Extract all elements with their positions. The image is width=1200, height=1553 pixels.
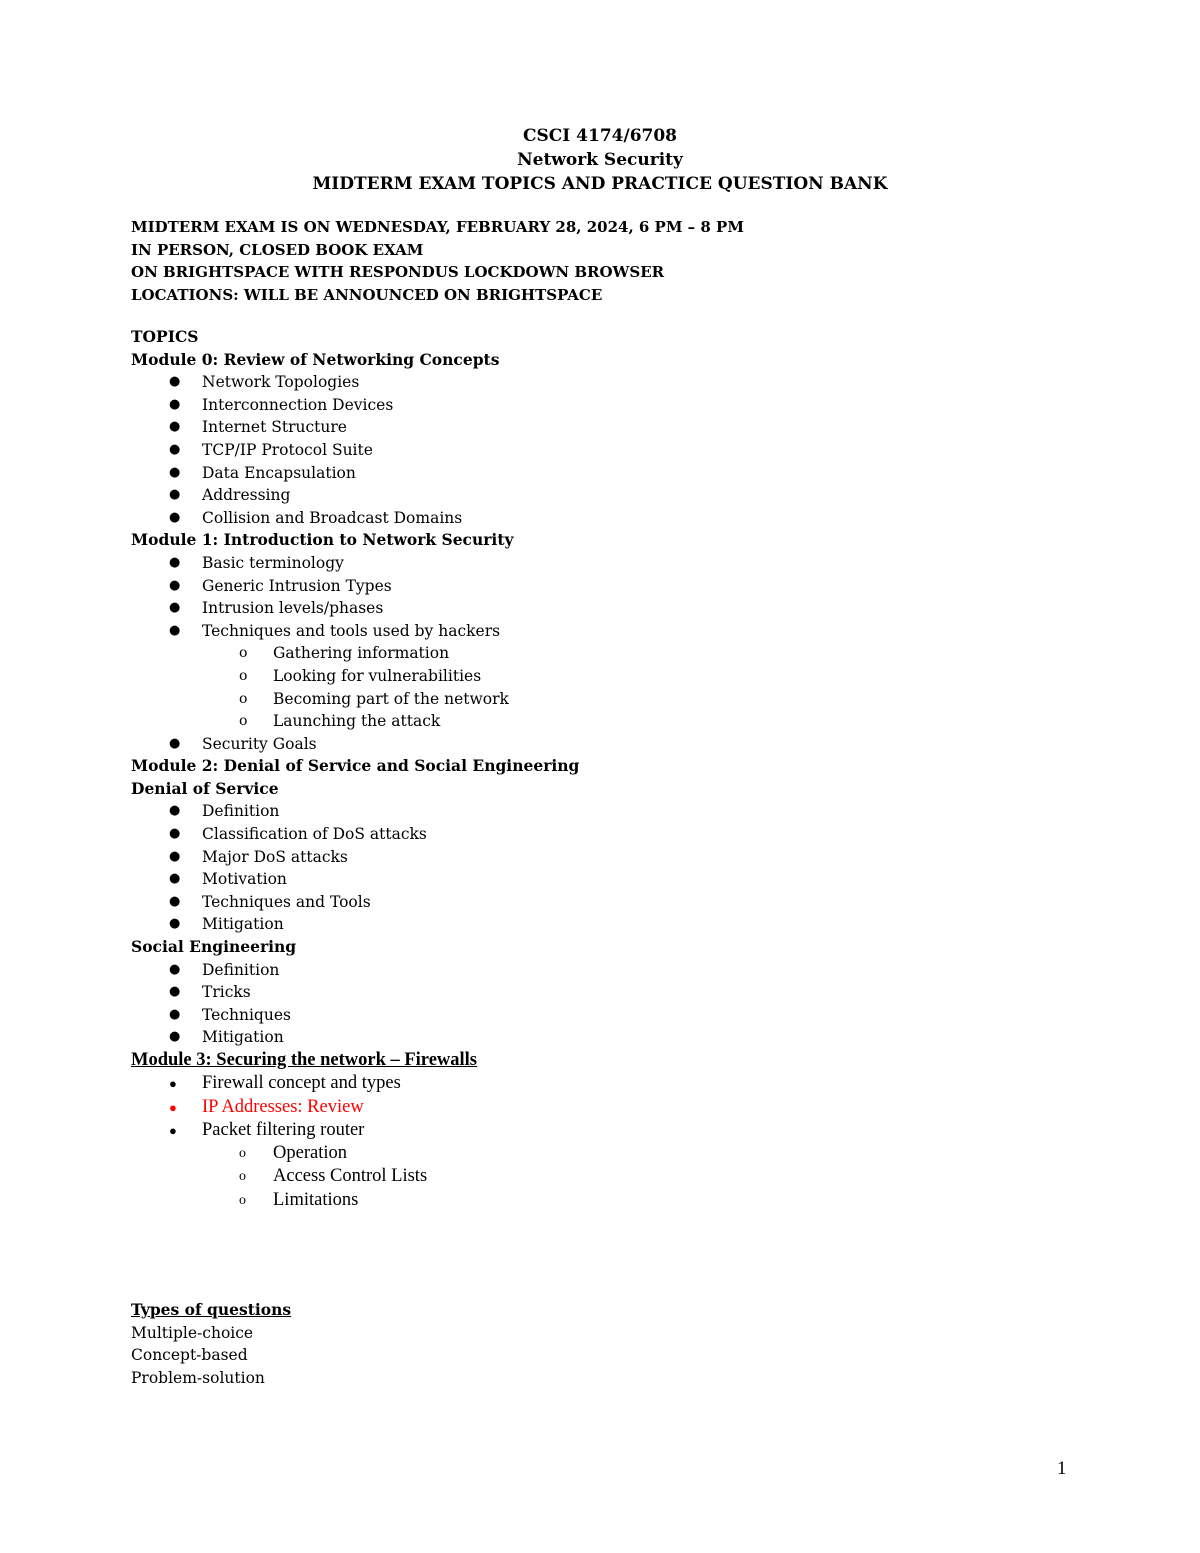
bullet-icon: ● xyxy=(169,554,181,570)
list-item: ● Tricks xyxy=(131,981,931,1004)
course-code: CSCI 4174/6708 xyxy=(522,126,678,146)
question-types-section xyxy=(131,1299,291,1389)
page-number: 1 xyxy=(1057,1458,1067,1479)
sub-bullet-icon: o xyxy=(239,1146,246,1162)
sub-bullet-icon: o xyxy=(239,1169,246,1185)
list-item: ● Collision and Broadcast Domains xyxy=(131,507,931,530)
sub-list-item: o Becoming part of the network xyxy=(131,688,931,711)
bullet-icon: ● xyxy=(169,1029,181,1045)
bullet-icon: ● xyxy=(169,396,181,412)
module-3-title: Module 3: Securing the network – Firewalls xyxy=(131,1050,477,1070)
bullet-icon: ● xyxy=(169,374,181,390)
sub-bullet-icon: o xyxy=(239,667,248,684)
bullet-icon: ● xyxy=(169,464,181,480)
bullet-icon: ● xyxy=(169,893,181,909)
topics-heading: TOPICS xyxy=(131,327,199,346)
exam-location-line: LOCATIONS: WILL BE ANNOUNCED ON BRIGHTSPACE xyxy=(131,285,603,304)
list-item: ● TCP/IP Protocol Suite xyxy=(131,439,931,462)
list-item: ● Intrusion levels/phases xyxy=(131,597,931,620)
list-item: ● Addressing xyxy=(131,484,931,507)
list-item: ● Classification of DoS attacks xyxy=(131,823,931,846)
bullet-icon: ● xyxy=(169,848,181,864)
sub-bullet-icon: o xyxy=(239,645,248,662)
list-item: ● Generic Intrusion Types xyxy=(131,575,931,598)
list-item: ● Major DoS attacks xyxy=(131,846,931,869)
list-item: ● Packet filtering router xyxy=(131,1119,931,1142)
list-item: ● Internet Structure xyxy=(131,416,931,439)
bullet-icon: ● xyxy=(169,1099,177,1115)
list-item: ● Firewall concept and types xyxy=(131,1072,931,1095)
sub-list-item: o Limitations xyxy=(131,1189,931,1212)
list-item: ● Definition xyxy=(131,800,931,823)
sub-bullet-icon: o xyxy=(239,1192,246,1208)
bullet-icon: ● xyxy=(169,826,181,842)
sub-list-item: o Access Control Lists xyxy=(131,1165,931,1188)
list-item: ● Techniques and Tools xyxy=(131,891,931,914)
list-item: ● Basic terminology xyxy=(131,552,931,575)
sub-bullet-icon: o xyxy=(239,690,248,707)
sub-bullet-icon: o xyxy=(239,713,248,730)
question-types-heading: Types of questions xyxy=(131,1300,292,1319)
list-item: ● Techniques and tools used by hackers xyxy=(131,620,931,643)
bullet-icon: ● xyxy=(169,622,181,638)
sub-list-item: o Looking for vulnerabilities xyxy=(131,665,931,688)
list-item: ● Data Encapsulation xyxy=(131,462,931,485)
bullet-icon: ● xyxy=(169,1006,181,1022)
sub-list-item: o Launching the attack xyxy=(131,710,931,733)
dos-subheading: Denial of Service xyxy=(131,778,279,798)
topics-section xyxy=(131,326,931,1212)
course-name: Network Security xyxy=(517,150,683,170)
module-2-title: Module 2: Denial of Service and Social Engineering xyxy=(131,756,580,776)
social-engineering-subheading: Social Engineering xyxy=(131,937,297,957)
list-item: ● Mitigation xyxy=(131,913,931,936)
exam-platform-line: ON BRIGHTSPACE WITH RESPONDUS LOCKDOWN BROWSER xyxy=(131,263,665,281)
bullet-icon: ● xyxy=(169,1122,177,1138)
module-0-title: Module 0: Review of Networking Concepts xyxy=(131,349,500,369)
question-type-item: Concept-based xyxy=(131,1346,248,1365)
bullet-icon: ● xyxy=(169,871,181,887)
question-type-item: Multiple-choice xyxy=(131,1323,254,1342)
bullet-icon: ● xyxy=(169,803,181,819)
exam-date-line: MIDTERM EXAM IS ON WEDNESDAY, FEBRUARY 28, 2024, 6 PM – 8 PM xyxy=(131,218,744,236)
exam-format-line: IN PERSON, CLOSED BOOK EXAM xyxy=(131,240,424,259)
bullet-icon: ● xyxy=(169,487,181,503)
bullet-icon: ● xyxy=(169,735,181,751)
bullet-icon: ● xyxy=(169,600,181,616)
bullet-icon: ● xyxy=(169,509,181,525)
list-item: ● Techniques xyxy=(131,1004,931,1027)
list-item: ● Network Topologies xyxy=(131,371,931,394)
bullet-icon: ● xyxy=(169,577,181,593)
bullet-icon: ● xyxy=(169,916,181,932)
document-title: MIDTERM EXAM TOPICS AND PRACTICE QUESTION BANK xyxy=(312,174,888,194)
exam-notice xyxy=(131,216,744,306)
list-item: ● Security Goals xyxy=(131,733,931,756)
list-item: ● Definition xyxy=(131,959,931,982)
module-1-title: Module 1: Introduction to Network Security xyxy=(131,530,514,550)
list-item: ● Motivation xyxy=(131,868,931,891)
sub-list-item: o Operation xyxy=(131,1142,931,1165)
sub-list-item: o Gathering information xyxy=(131,642,931,665)
document-header xyxy=(0,124,1200,196)
bullet-icon: ● xyxy=(169,441,181,457)
list-item: ● Interconnection Devices xyxy=(131,394,931,417)
question-type-item: Problem-solution xyxy=(131,1368,265,1387)
bullet-icon: ● xyxy=(169,419,181,435)
bullet-icon: ● xyxy=(169,984,181,1000)
list-item: ● Mitigation xyxy=(131,1026,931,1049)
list-item-highlighted: ● IP Addresses: Review xyxy=(131,1096,931,1119)
bullet-icon: ● xyxy=(169,1076,177,1092)
bullet-icon: ● xyxy=(169,961,181,977)
